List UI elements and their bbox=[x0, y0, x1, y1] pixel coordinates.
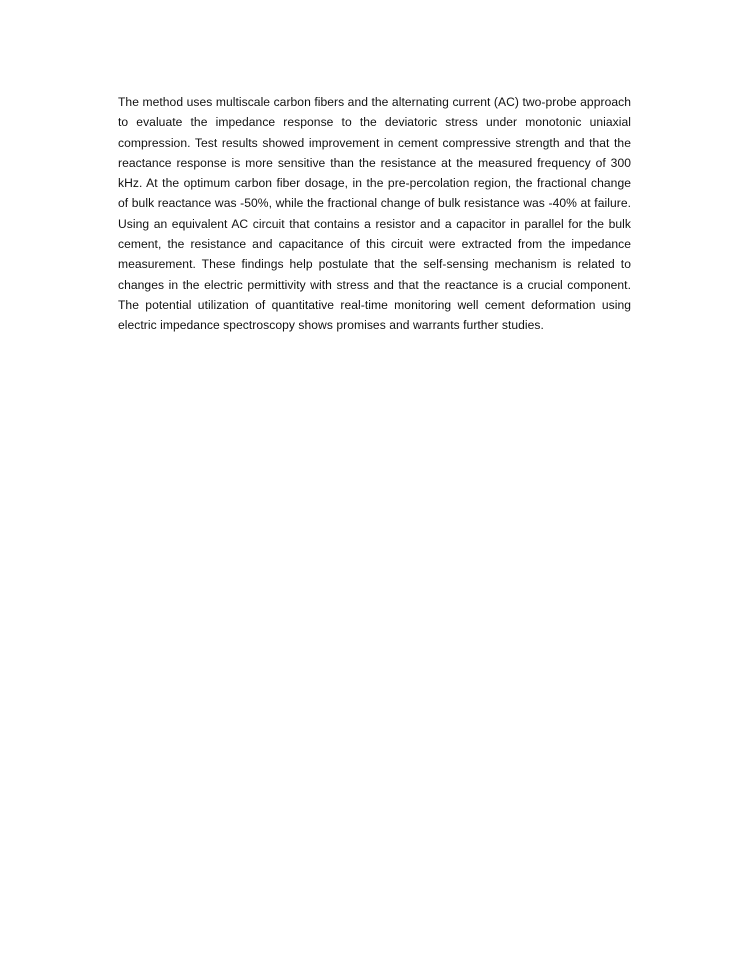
abstract-paragraph: The method uses multiscale carbon fibers and the alternating current (AC) two-probe approach to evaluate the impedance response to the deviatoric stress under monotonic uniaxial compression. Test results showed improvement in cement compressive strength and that the reactance response is more sensitive than the resistance at the measured frequency of 300 kHz. At the optimum carbon fiber dosage, in the pre-percolation region, the fractional change of bulk reactance was -50%, while the fractional change of bulk resistance was -40% at failure. Using an equivalent AC circuit that contains a resistor and a capacitor in parallel for the bulk cement, the resistance and capacitance of this circuit were extracted from the impedance measurement. These findings help postulate that the self-sensing mechanism is related to changes in the electric permittivity with stress and that the reactance is a crucial component. The potential utilization of quantitative real-time monitoring well cement deformation using electric impedance spectroscopy shows promises and warrants further studies. bbox=[118, 95, 631, 333]
